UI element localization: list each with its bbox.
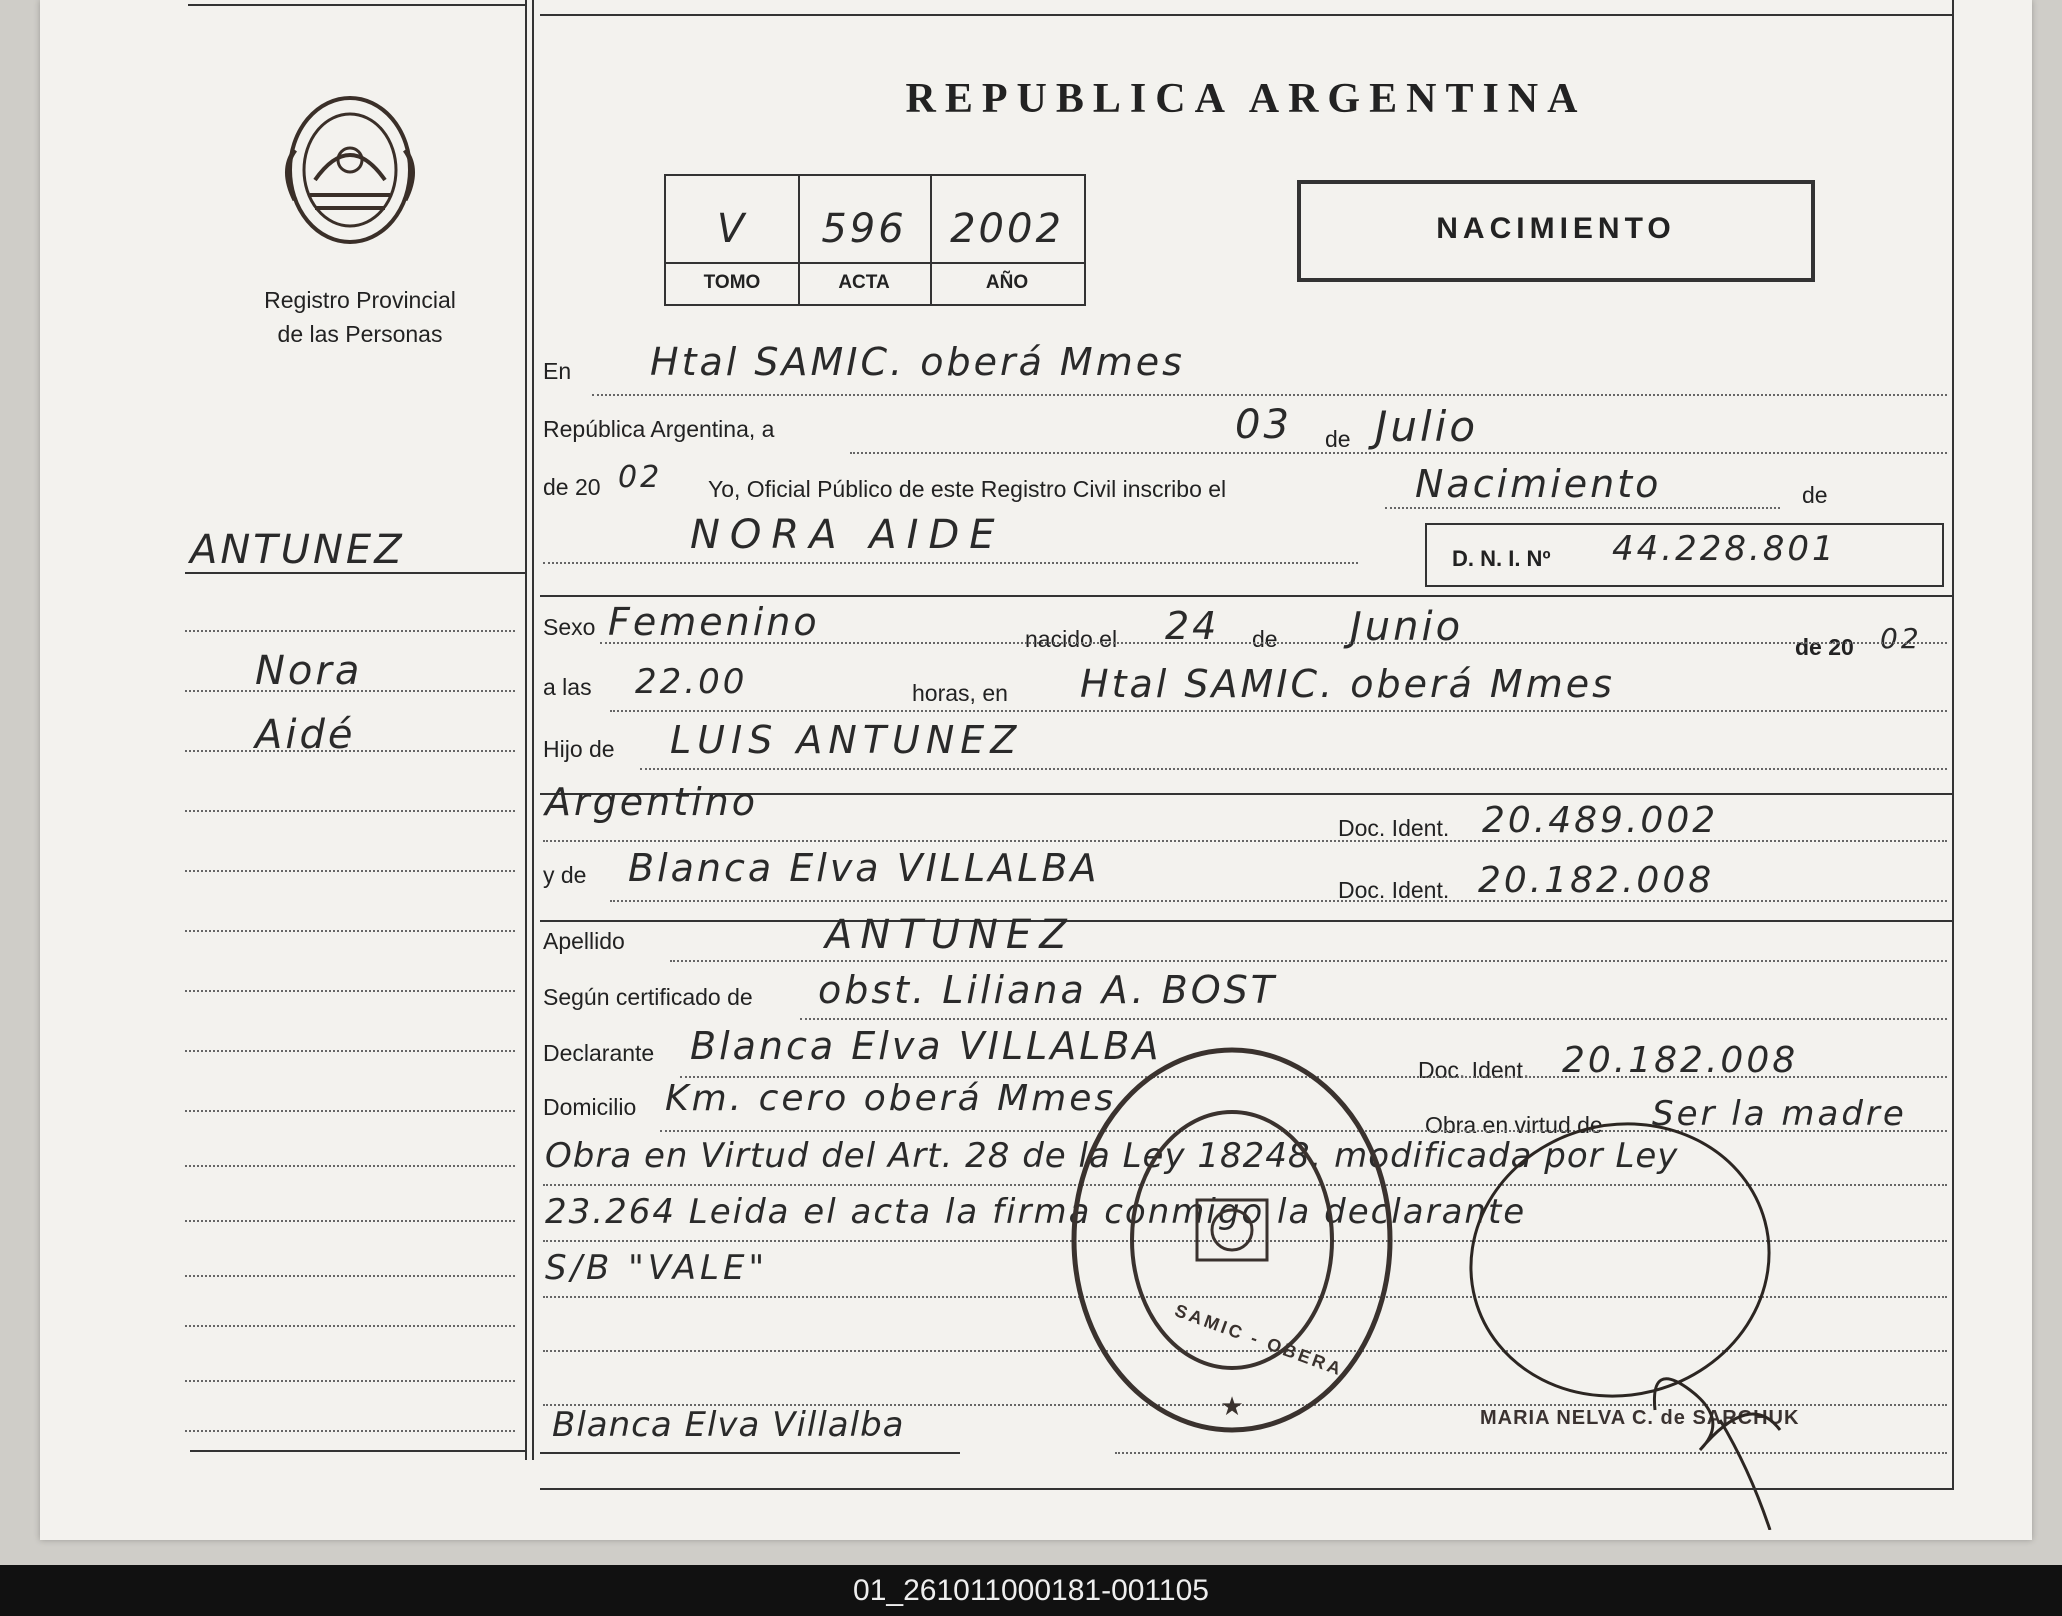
dni-label: D. N. I. Nº — [1452, 546, 1551, 571]
dni-box — [1425, 523, 1944, 587]
year-value: 02 — [618, 460, 663, 495]
hijo-dotted-line — [640, 768, 1947, 770]
column-divider-right — [532, 0, 534, 1460]
apellido-value: ANTUNEZ — [825, 912, 1075, 958]
en-value: Htal SAMIC. oberá Mmes — [650, 340, 1185, 384]
misiones-seal-icon — [275, 90, 425, 255]
form-right-border — [1952, 0, 1954, 1490]
margin-name2: Aidé — [255, 712, 356, 758]
act-number-table — [664, 174, 1086, 306]
republica-dotted-line — [850, 452, 1947, 454]
obra-label: Obra en virtud de — [1425, 1112, 1603, 1138]
margin-surname: ANTUNEZ — [190, 527, 405, 573]
declarante-signature-rule — [540, 1452, 960, 1454]
father-doc-value: 20.489.002 — [1482, 800, 1719, 841]
horas-label: horas, en — [912, 680, 1008, 706]
document-page — [40, 0, 2032, 1540]
certificado-label: Según certificado de — [543, 984, 753, 1010]
father-nationality: Argentino — [545, 780, 758, 824]
margin-surname-rule — [185, 572, 525, 574]
acta-label: ACTA — [838, 272, 890, 293]
domicilio-label: Domicilio — [543, 1094, 637, 1120]
mother-value: Blanca Elva VILLALBA — [628, 846, 1100, 890]
margin-name1: Nora — [255, 648, 363, 694]
declarante-label: Declarante — [543, 1040, 655, 1066]
country-title: REPUBLICA ARGENTINA — [905, 76, 1587, 122]
tomo-label: TOMO — [703, 272, 761, 293]
en-label: En — [543, 358, 572, 384]
form-top-rule — [540, 14, 1952, 16]
declarante-value: Blanca Elva VILLALBA — [690, 1024, 1162, 1068]
mother-doc-label: Doc. Ident. — [1338, 877, 1450, 903]
child-name-dotted-line — [543, 562, 1358, 564]
father-doc-label: Doc. Ident. — [1338, 815, 1450, 841]
day-value: 03 — [1235, 402, 1292, 448]
apellido-label: Apellido — [543, 928, 625, 954]
form-bottom-rule — [540, 1488, 1952, 1490]
year-prefix: de 20 — [543, 474, 601, 500]
section-rule-3 — [540, 920, 1952, 922]
svg-text:★: ★ — [1220, 1392, 1244, 1422]
time-value: 22.00 — [635, 662, 748, 702]
declarante-signature: Blanca Elva Villalba — [552, 1405, 905, 1445]
notes-line-3: S/B "VALE" — [545, 1248, 769, 1288]
official-name-stamp: MARIA NELVA C. de SARCHUK — [1480, 1407, 1800, 1429]
sexo-dotted-line — [600, 642, 1947, 644]
child-name-value: NORA AIDE — [690, 512, 1005, 558]
notes-line-2: 23.264 Leida el acta la firma conmigo la declarante — [545, 1192, 1527, 1232]
yo-text: Yo, Oficial Público de este Registro Civil inscribo el — [708, 476, 1227, 502]
ano-label: AÑO — [985, 272, 1029, 293]
official-signature — [1450, 1090, 1870, 1530]
act-type-label: NACIMIENTO — [1436, 212, 1676, 245]
en-dotted-line — [592, 394, 1947, 396]
sexo-value: Femenino — [608, 600, 820, 644]
birth-year-prefix: de 20 — [1795, 634, 1854, 660]
tomo-value: V — [716, 206, 748, 252]
father-dotted-line — [543, 840, 1947, 842]
registry-name — [190, 283, 530, 351]
notes-line-1: Obra en Virtud del Art. 28 de la Ley 18248. modificada por Ley — [545, 1136, 1679, 1176]
y-de-label: y de — [543, 862, 587, 888]
registry-stamp-icon — [1062, 1035, 1412, 1455]
section-rule-1 — [540, 595, 1952, 597]
birth-year-value: 02 — [1880, 622, 1922, 655]
certificado-dotted-line — [800, 1018, 1947, 1020]
mother-doc-value: 20.182.008 — [1478, 860, 1715, 901]
column-divider-left — [525, 0, 527, 1460]
registry-line2: de las Personas — [277, 321, 443, 347]
birth-place-value: Htal SAMIC. oberá Mmes — [1080, 662, 1615, 706]
birth-day: 24 — [1165, 604, 1220, 648]
de-label-2: de — [1802, 482, 1828, 508]
a-las-label: a las — [543, 674, 592, 700]
nacido-label: nacido el — [1025, 626, 1118, 652]
inscribo-value: Nacimiento — [1415, 462, 1662, 506]
domicilio-value: Km. cero oberá Mmes — [665, 1078, 1117, 1119]
a-las-dotted-line — [610, 710, 1947, 712]
registry-line1: Registro Provincial — [264, 287, 456, 313]
margin-bottom-rule — [190, 1450, 525, 1452]
sexo-label: Sexo — [543, 614, 596, 640]
birth-month: Junio — [1350, 604, 1464, 650]
inscribo-dotted-line — [1385, 507, 1780, 509]
certificado-value: obst. Liliana A. BOST — [818, 968, 1277, 1012]
republica-label: República Argentina, a — [543, 416, 775, 442]
mother-dotted-line — [610, 900, 1947, 902]
hijo-label: Hijo de — [543, 736, 615, 762]
father-value: LUIS ANTUNEZ — [670, 718, 1023, 762]
de-label-3: de — [1252, 626, 1278, 652]
margin-top-rule — [188, 4, 525, 6]
obra-value: Ser la madre — [1652, 1094, 1907, 1134]
declarante-doc-label: Doc. Ident. — [1418, 1057, 1530, 1083]
month-value: Julio — [1375, 402, 1479, 451]
dni-value: 44.228.801 — [1612, 529, 1837, 569]
declarante-doc-value: 20.182.008 — [1562, 1040, 1799, 1081]
acta-value: 596 — [821, 206, 907, 252]
ano-value: 2002 — [950, 206, 1064, 252]
de-label-1: de — [1325, 426, 1351, 452]
act-type-box — [1297, 180, 1815, 282]
apellido-dotted-line — [670, 960, 1947, 962]
stamp-inner-text: SAMIC - OBERA — [1172, 1300, 1347, 1380]
image-id-footer: 01_261011000181-001105 — [0, 1565, 2062, 1616]
